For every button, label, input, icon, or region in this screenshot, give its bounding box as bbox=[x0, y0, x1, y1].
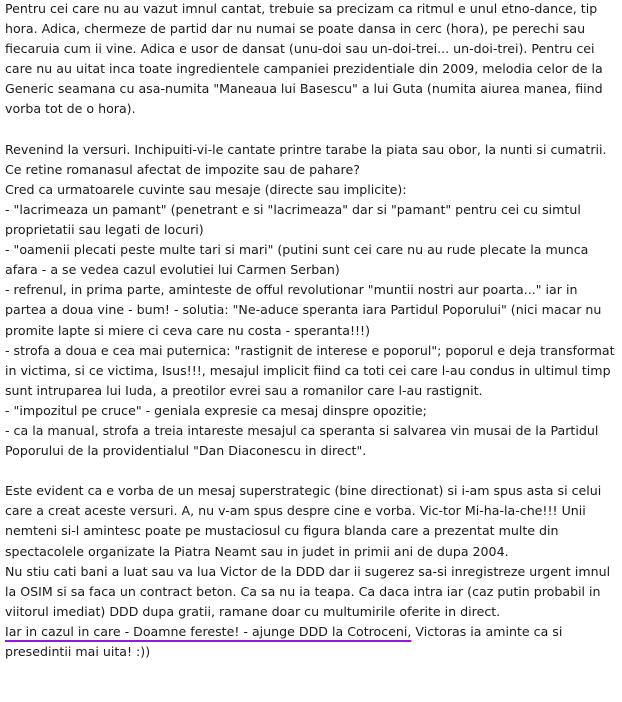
paragraph-author: Este evident ca e vorba de un mesaj superstrategic (bine directionat) si i-am spus asta si celui care a creat aceste versuri. A, nu v-am spus despre cine e vorba. Vic-tor Mi-ha-la-che!!! Unii nemteni si-l amintesc poate pe mustaciosul cu figura blanda care a prezentat multe din spectacolele organizate la Piatra Neamt sau in judet in primii ani de dupa 2004. bbox=[5, 483, 602, 559]
paragraph-osim: Nu stiu cati bani a luat sau va lua Victor de la DDD dar ii sugerez sa-si inregistreze urgent imnul la OSIM si sa faca un contract beton. Ca sa nu ia teapa. Ca daca intra iar (caz putin probabil in viitorul imediat) DDD dupa gratii, ramane doar cu multumirile oferite in direct. bbox=[5, 563, 611, 619]
list-item-refrenul: - refrenul, in prima parte, aminteste de offul revolutionar "muntii nostri aur poarta..." iar in partea a doua vine - bum! - solutia: "Ne-aduce speranta iara Partidul Poporului" (nici macar nu promite lapte si miere ci ceva care nu costa - speranta!!!) bbox=[5, 282, 602, 338]
paragraph-lyrics-lead: Cred ca urmatoarele cuvinte sau mesaje (directe sau implicite): bbox=[5, 181, 407, 197]
list-item-lacrimeaza: - "lacrimeaza un pamant" (penetrant e si "lacrimeaza" dar si "pamant" pentru cei cu simtul proprietatii sau legati de locuri) bbox=[5, 201, 581, 238]
paragraph-spacer bbox=[5, 120, 619, 140]
paragraph-spacer bbox=[5, 461, 619, 481]
list-item-strofa-a-doua: - strofa a doua e cea mai puternica: "rastignit de interese e poporul"; poporul e deja transformat in victima, si ce victima, Isus!!!, mesajul implicit fiind ca toti cei care l-au condus in ultimul timp sunt intruparea lui Iuda, a preotilor evrei sau a romanilor care l-au rastignit. bbox=[5, 342, 615, 398]
paragraph-lyrics-intro: Revenind la versuri. Inchipuiti-vi-le cantate printre tarabe la piata sau obor, la nunti si cumatrii. Ce retine romanasul afectat de impozite sau de pahare? bbox=[5, 141, 607, 177]
highlighted-phrase: Iar in cazul in care - Doamne fereste! - ajunge DDD la Cotroceni, bbox=[5, 623, 412, 639]
paragraph-closing bbox=[5, 622, 619, 662]
article-body bbox=[5, 0, 619, 662]
list-item-strofa-a-treia: - ca la manual, strofa a treia intareste mesajul ca speranta si salvarea vin musai de la Partidul Poporului de la providentialul "Dan Diaconescu in direct". bbox=[5, 422, 599, 459]
list-item-impozitul: - "impozitul pe cruce" - geniala expresie ca mesaj dinspre opozitie; bbox=[5, 402, 427, 418]
paragraph-rhythm: Pentru cei care nu au vazut imnul cantat, trebuie sa precizam ca ritmul e unul etno-dance, tip hora. Adica, chermeze de partid dar nu numai se poate dansa in cerc (hora), pe perechi sau fiecaruia cum ii vine. Adica e usor de dansat (unu-doi sau un-doi-trei... un-doi-trei). Pentru cei care nu au uitat inca toate ingredientele campaniei prezidentiale din 2009, melodia celor de la Generic seamana cu asa-numita "Maneaua lui Basescu" a lui Guta (numita aiurea manea, fiind vorba tot de o hora). bbox=[5, 1, 603, 117]
list-item-oamenii-plecati: - "oamenii plecati peste multe tari si mari" (putini sunt cei care nu au rude plecate la munca afara - a se vedea cazul evolutiei lui Carmen Serban) bbox=[5, 242, 589, 278]
closing-text: Victoras ia aminte ca si presedintii mai uita! :)) bbox=[5, 623, 563, 659]
